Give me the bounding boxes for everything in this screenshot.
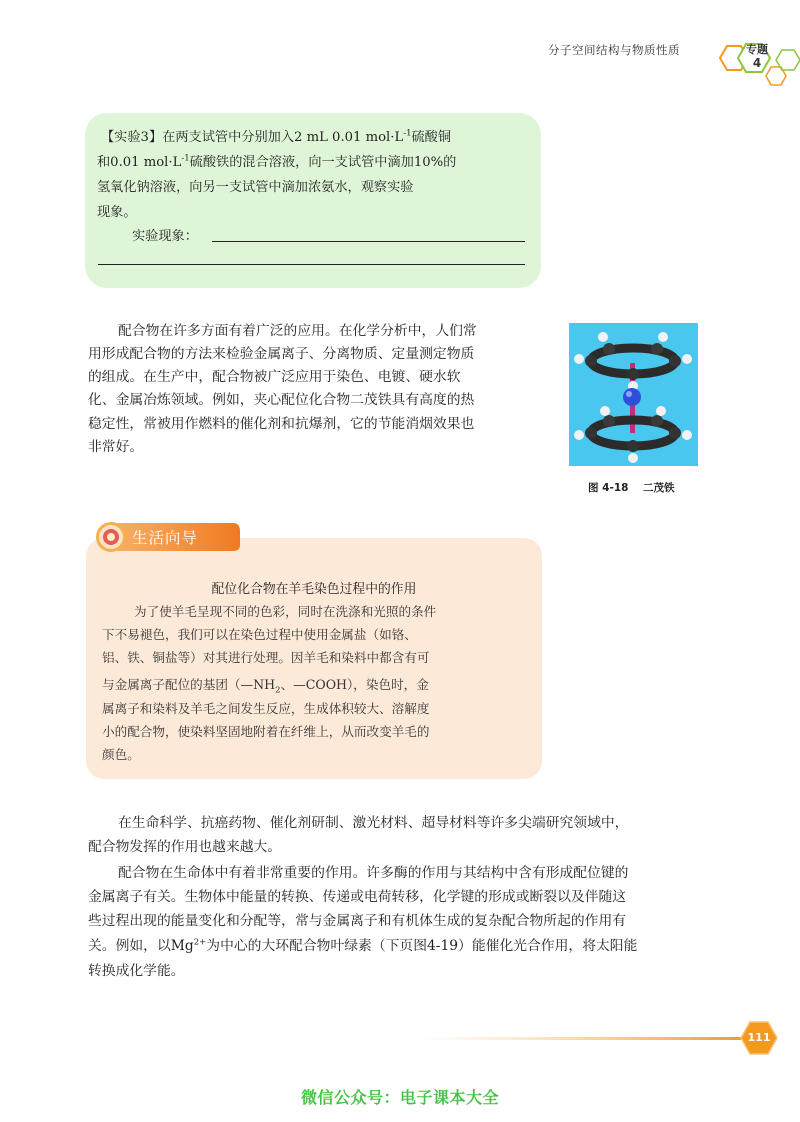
para3-line-5: 转换成化学能。 bbox=[88, 963, 185, 979]
answer-blank-line-1[interactable] bbox=[212, 241, 525, 242]
guide-line-5: 属离子和染料及羊毛之间发生反应，生成体积较大、溶解度 bbox=[102, 701, 430, 716]
figure-caption: 图 4-18 二茂铁 bbox=[588, 482, 675, 494]
guide-line-7: 颜色。 bbox=[102, 747, 140, 762]
guide-line-1: 为了使羊毛呈现不同的色彩，同时在洗涤和光照的条件 bbox=[134, 604, 437, 619]
guide-line-6: 小的配合物，使染料坚固地附着在纤维上，从而改变羊毛的 bbox=[102, 724, 430, 739]
ferrocene-molecule-image bbox=[569, 323, 698, 466]
experiment-line-1: 【实验3】在两支试管中分别加入2 mL 0.01 $mol\cdot L^{-1}$硫酸铜 bbox=[101, 128, 452, 145]
experiment-line-4: 现象。 bbox=[97, 205, 137, 220]
para1-line-4: 化、金属冶炼领域。例如，夹心配位化合物二茂铁具有高度的热 bbox=[88, 392, 475, 408]
para1-line-3: 的组成。在生产中，配合物被广泛应用于染色、电镀、硬水软 bbox=[88, 369, 461, 385]
page-number: 111 bbox=[747, 1031, 771, 1044]
para3-line-4: 关。例如，以$Mg^{2+}$为中心的大环配合物叶绿素（下页图4-19）能催化光合作用，将太阳能 bbox=[88, 937, 638, 954]
life-guide-tab-label: 生活向导 bbox=[132, 529, 199, 547]
para3-line-2: 金属离子有关。生物体中能量的转换、传递或电荷转移，化学键的形成或断裂以及伴随这 bbox=[88, 889, 627, 905]
para1-line-6: 非常好。 bbox=[88, 439, 144, 455]
para2-line-1: 在生命科学、抗癌药物、催化剂研制、激光材料、超导材料等许多尖端研究领域中， bbox=[118, 815, 629, 831]
para1-line-1: 配合物在许多方面有着广泛的应用。在化学分析中，人们常 bbox=[118, 323, 477, 339]
chapter-label: 专题 bbox=[746, 43, 768, 56]
footer-rule bbox=[415, 1037, 745, 1040]
phenomenon-label: 实验现象： bbox=[132, 229, 198, 244]
experiment-line-3: 氢氧化钠溶液，向另一支试管中滴加浓氨水，观察实验 bbox=[97, 180, 414, 195]
answer-blank-line-2[interactable] bbox=[98, 264, 525, 265]
chapter-number: 4 bbox=[752, 56, 762, 70]
running-header-title: 分子空间结构与物质性质 bbox=[548, 43, 680, 57]
para1-line-2: 用形成配合物的方法来检验金属离子、分离物质、定量测定物质 bbox=[88, 346, 475, 362]
para1-line-5: 稳定性，常被用作燃料的催化剂和抗爆剂，它的节能消烟效果也 bbox=[88, 416, 475, 432]
para3-line-1: 配合物在生命体中有着非常重要的作用。许多酶的作用与其结构中含有形成配位键的 bbox=[118, 865, 629, 881]
para2-line-2: 配合物发挥的作用也越来越大。 bbox=[88, 839, 282, 855]
experiment-line-2: 和0.01 $mol\cdot L^{-1}$硫酸铁的混合溶液，向一支试管中滴加10%的 bbox=[97, 153, 457, 170]
para3-line-3: 些过程出现的能量变化和分配等，常与金属离子和有机体生成的复杂配合物所起的作用有 bbox=[88, 913, 627, 929]
life-guide-title: 配位化合物在羊毛染色过程中的作用 bbox=[211, 582, 417, 597]
guide-line-4: 与金属离子配位的基团（$—NH_2$、—COOH），染色时，金 bbox=[102, 677, 429, 696]
guide-line-2: 下不易褪色，我们可以在染色过程中使用金属盐（如铬、 bbox=[102, 627, 417, 642]
guide-line-3: 铝、铁、铜盐等）对其进行处理。因羊毛和染料中都含有可 bbox=[102, 650, 430, 665]
watermark-text: 微信公众号：电子课本大全 bbox=[300, 1088, 499, 1107]
